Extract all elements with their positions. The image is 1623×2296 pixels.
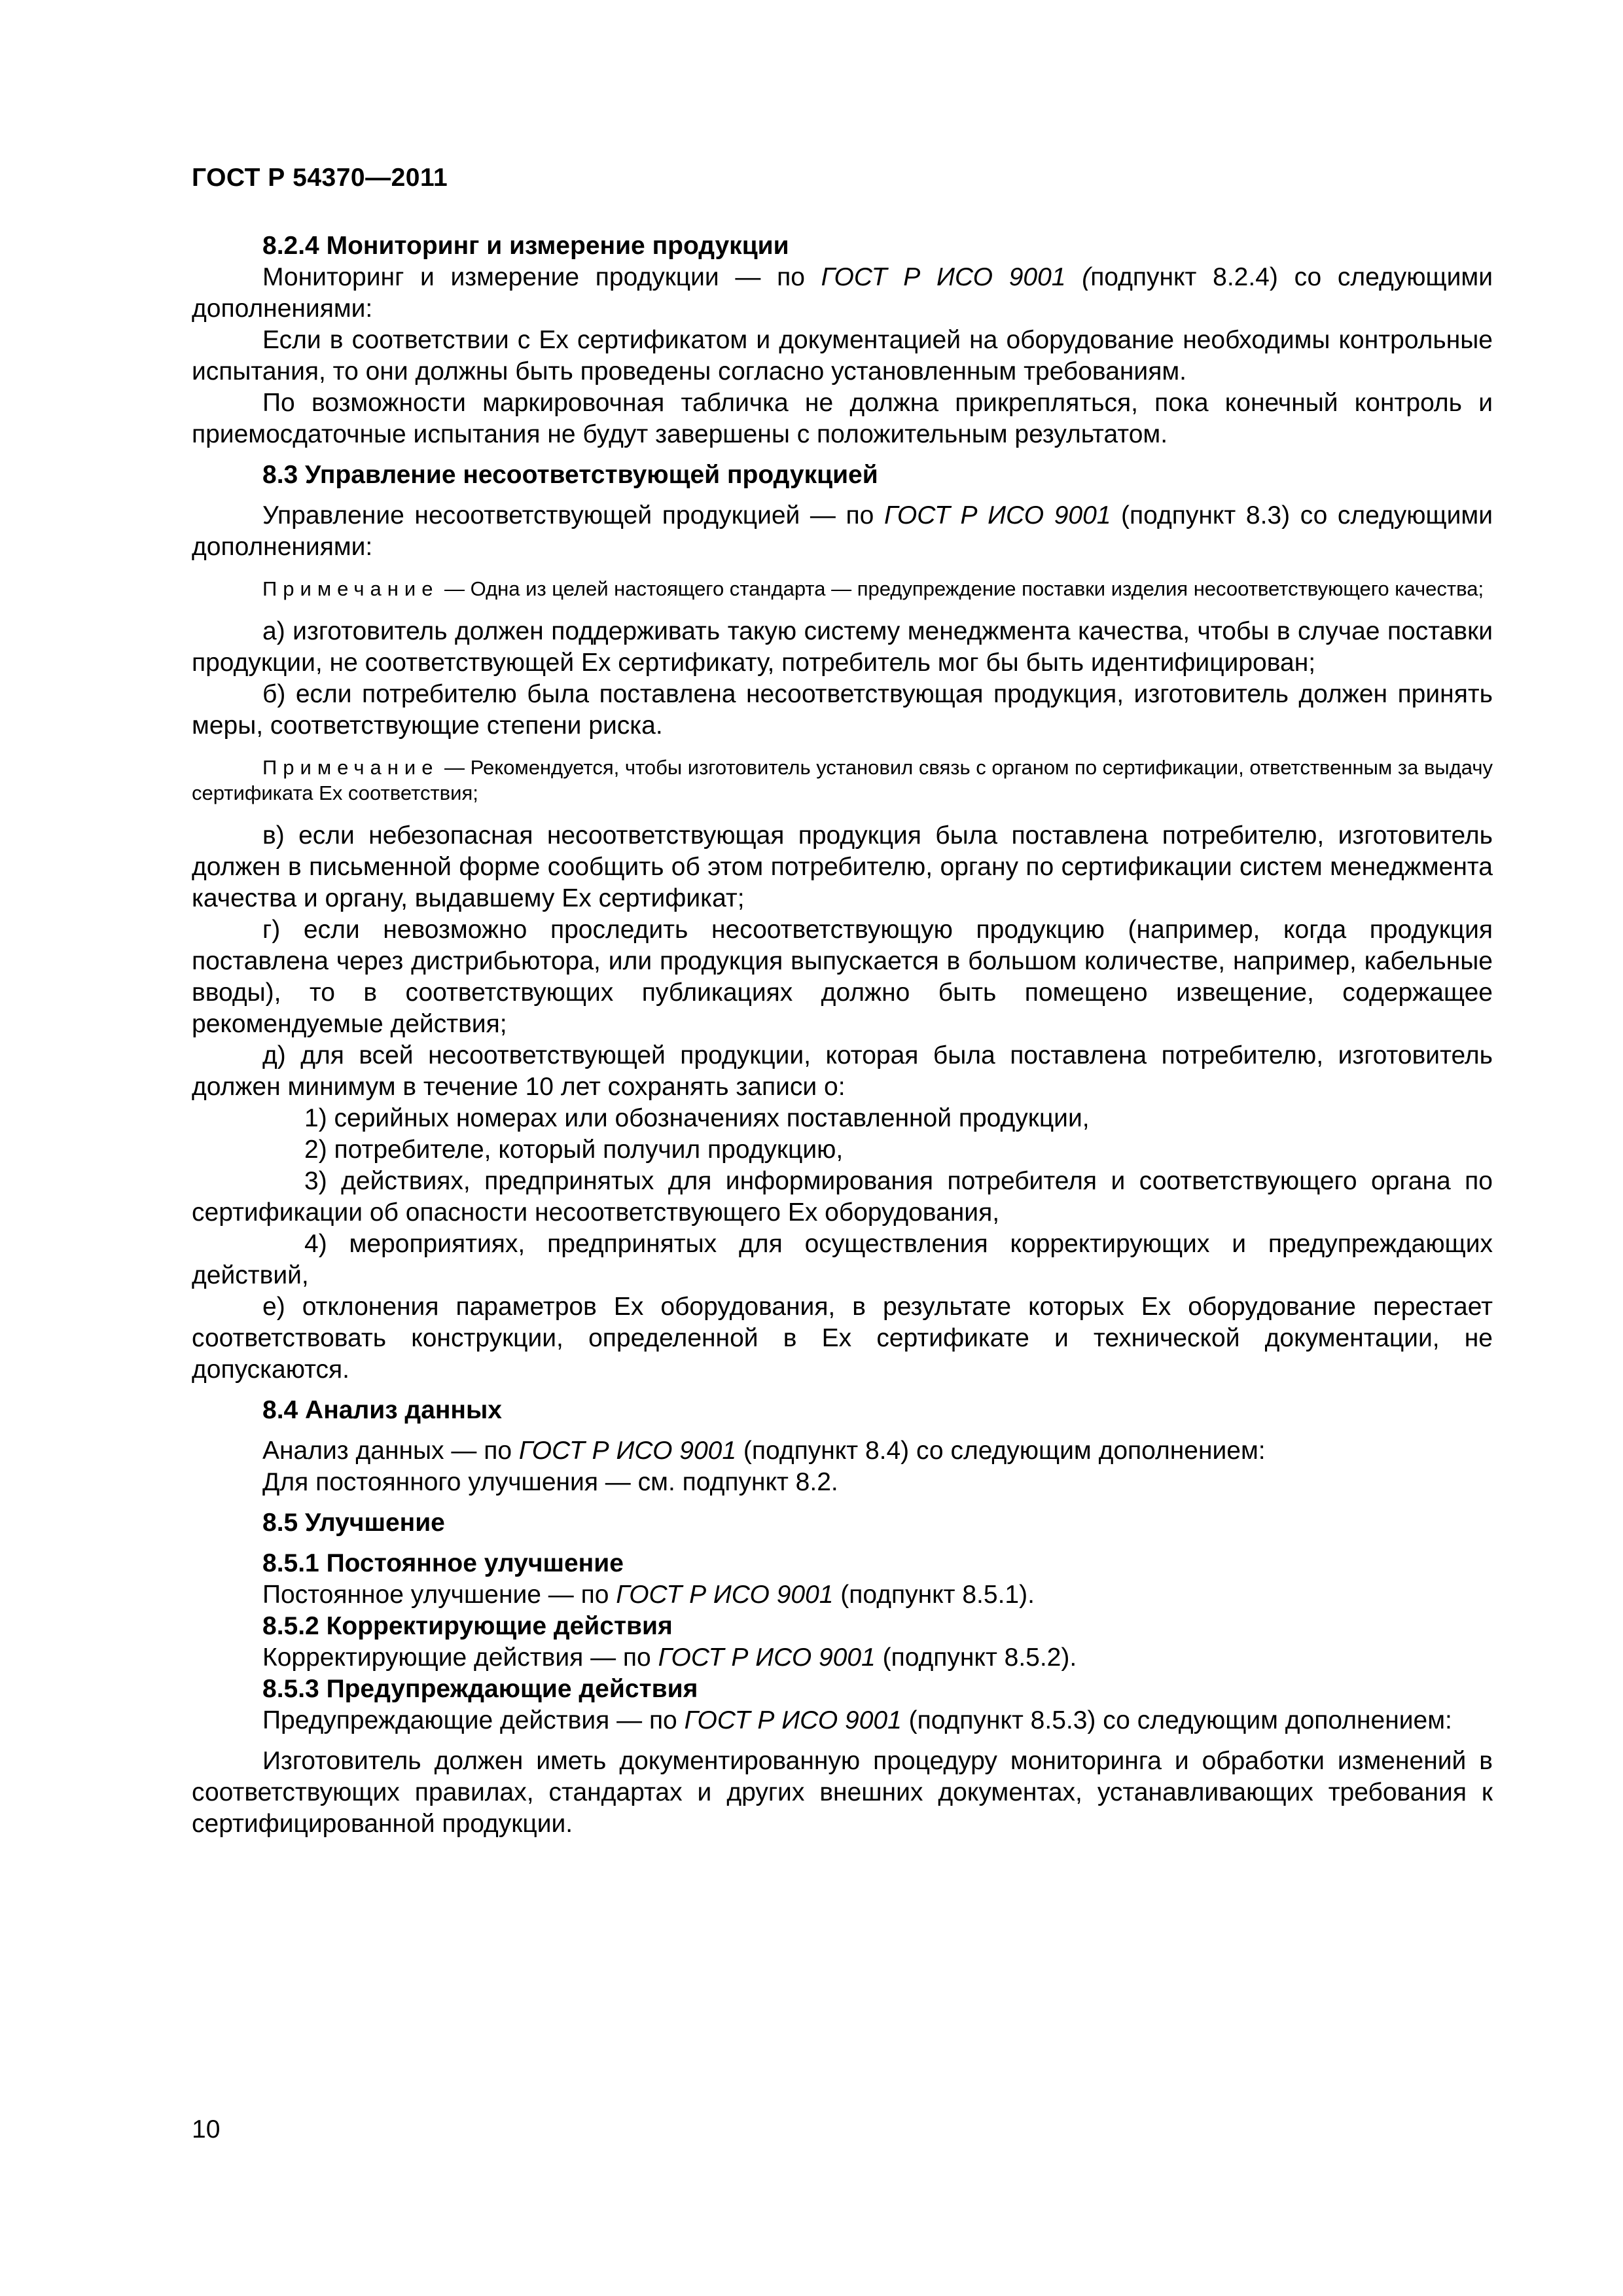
- sub-item-2: 2) потребителе, который получил продукцию,: [304, 1136, 844, 1164]
- section-heading-8-5-1: 8.5.1 Постоянное улучшение: [262, 1549, 624, 1577]
- standard-reference: ГОСТ Р ИСО 9001: [616, 1581, 834, 1609]
- paragraph-8-5-2: [192, 1642, 1493, 1674]
- note-label: Примечание: [262, 756, 439, 779]
- text-run: Постоянное улучшение — по: [262, 1581, 616, 1609]
- paragraph-8-4-intro: [192, 1435, 1493, 1467]
- text-run: (подпункт 8.5.2).: [875, 1643, 1077, 1672]
- text-run: (подпункт 8.5.3) со следующим дополнением:: [901, 1706, 1452, 1734]
- list-item-a: а) изготовитель должен поддерживать такую систему менеджмента качества, чтобы в случае поставки продукции, не соответствующей Ex сертификату, потребитель мог бы быть идентифицирован;: [192, 617, 1493, 677]
- page-number: 10: [192, 2115, 221, 2144]
- note-text: — Одна из целей настоящего стандарта — предупреждение поставки изделия несоответствующего качества;: [438, 577, 1484, 600]
- note-text: — Рекомендуется, чтобы изготовитель установил связь с органом по сертификации, ответственным за выдачу сертификата Ex соответствия;: [192, 756, 1493, 804]
- paragraph-8-5-1: [192, 1579, 1493, 1611]
- section-heading-8-2-4: 8.2.4 Мониторинг и измерение продукции: [262, 232, 789, 260]
- text-run: (подпункт 8.3) со следующими дополнениями:: [192, 501, 1493, 561]
- section-heading-8-5: 8.5 Улучшение: [262, 1509, 445, 1537]
- text-run: подпункт 8.2.4) со следующими дополнениями:: [192, 263, 1493, 323]
- note-2: [192, 755, 1493, 806]
- document-header: ГОСТ Р 54370—2011: [192, 164, 448, 192]
- document-page: [192, 0, 1493, 2296]
- sub-item-3: 3) действиях, предпринятых для информирования потребителя и соответствующего органа по сертификации об опасности несоответствующего Ex оборудования,: [192, 1167, 1493, 1227]
- section-heading-8-3: 8.3 Управление несоответствующей продукцией: [262, 461, 878, 489]
- text-run: Управление несоответствующей продукцией — по: [262, 501, 884, 529]
- note-label: Примечание: [262, 577, 439, 600]
- document-body: [192, 230, 1493, 1840]
- sub-item-4: 4) мероприятиях, предпринятых для осуществления корректирующих и предупреждающих действий,: [192, 1230, 1493, 1289]
- list-item-g: г) если невозможно проследить несоответствующую продукцию (например, когда продукция поставлена через дистрибьютора, или продукция выпускается в большом количестве, например, кабельные вводы), то в соответствующих публикациях должно быть помещено извещение, содержащее рекомендуемые действия;: [192, 916, 1493, 1038]
- text-run: Мониторинг и измерение продукции — по: [262, 263, 821, 291]
- text-run: (подпункт 8.5.1).: [833, 1581, 1035, 1609]
- text-run: Корректирующие действия — по: [262, 1643, 658, 1672]
- section-heading-8-5-2: 8.5.2 Корректирующие действия: [262, 1612, 673, 1640]
- paragraph-8-3-intro: [192, 500, 1493, 563]
- list-item-v: в) если небезопасная несоответствующая продукция была поставлена потребителю, изготовитель должен в письменной форме сообщить об этом потребителю, органу по сертификации систем менеджмента качества и органу, выдавшему Ex сертификат;: [192, 821, 1493, 912]
- standard-reference: ГОСТ Р ИСО 9001: [658, 1643, 876, 1672]
- text-run: (подпункт 8.4) со следующим дополнением:: [736, 1437, 1266, 1465]
- paragraph-8-2-4-intro: [192, 262, 1493, 325]
- section-heading-8-4: 8.4 Анализ данных: [262, 1396, 502, 1424]
- text-run: Анализ данных — по: [262, 1437, 519, 1465]
- list-item-b: б) если потребителю была поставлена несоответствующая продукция, изготовитель должен принять меры, соответствующие степени риска.: [192, 680, 1493, 740]
- standard-reference: ГОСТ Р ИСО 9001: [883, 501, 1111, 529]
- paragraph-8-5-3-procedure: Изготовитель должен иметь документированную процедуру мониторинга и обработки изменений в соответствующих правилах, стандартах и других внешних документах, устанавливающих требования к сертифицированной продукции.: [192, 1747, 1493, 1838]
- standard-reference: ГОСТ Р ИСО 9001: [684, 1706, 902, 1734]
- list-item-e: е) отклонения параметров Ex оборудования, в результате которых Ex оборудование перестает соответствовать конструкции, определенной в Ex сертификате и технической документации, не допускаются.: [192, 1293, 1493, 1384]
- note-1: [192, 576, 1493, 601]
- standard-reference: ГОСТ Р ИСО 9001 (: [821, 263, 1091, 291]
- paragraph-8-2-4-marking: По возможности маркировочная табличка не должна прикрепляться, пока конечный контроль и приемосдаточные испытания не будут завершены с положительным результатом.: [192, 389, 1493, 448]
- standard-reference: ГОСТ Р ИСО 9001: [518, 1437, 737, 1465]
- sub-item-1: 1) серийных номерах или обозначениях поставленной продукции,: [304, 1104, 1090, 1132]
- section-heading-8-5-3: 8.5.3 Предупреждающие действия: [262, 1675, 698, 1703]
- paragraph-8-4-improvement: Для постоянного улучшения — см. подпункт 8.2.: [262, 1468, 838, 1496]
- list-item-d: д) для всей несоответствующей продукции, которая была поставлена потребителю, изготовитель должен минимум в течение 10 лет сохранять записи о:: [192, 1041, 1493, 1101]
- paragraph-8-5-3-intro: [192, 1705, 1493, 1736]
- paragraph-8-2-4-tests: Если в соответствии с Ex сертификатом и документацией на оборудование необходимы контрольные испытания, то они должны быть проведены согласно установленным требованиям.: [192, 326, 1493, 386]
- text-run: Предупреждающие действия — по: [262, 1706, 685, 1734]
